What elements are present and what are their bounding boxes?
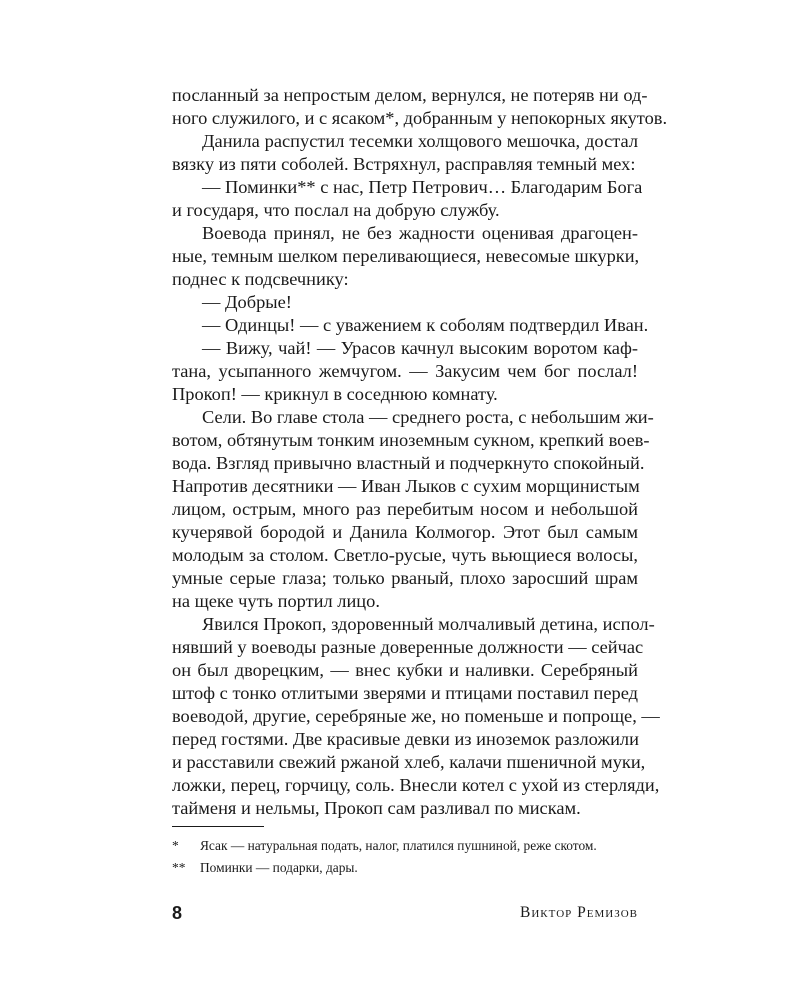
text-line: — Добрые!	[202, 292, 292, 312]
text-line: тайменя и нельмы, Прокоп сам разливал по мискам.	[172, 798, 581, 818]
text-line: и государя, что послал на добрую службу.	[172, 200, 500, 220]
text-line: на щеке чуть портил лицо.	[172, 591, 380, 611]
text-line: он был дворецким, — внес кубки и наливки. Серебряный	[172, 660, 638, 680]
text-line: и расставили свежий ржаной хлеб, калачи пшеничной муки,	[172, 752, 646, 772]
text-line: ложки, перец, горчицу, соль. Внесли котел с ухой из стерляди,	[172, 775, 660, 795]
text-line: перед гостями. Две красивые девки из иноземок разложили	[172, 729, 639, 749]
text-line: Данила распустил тесемки холщового мешочка, достал	[202, 131, 638, 151]
text-line: тана, усыпанного жемчугом. — Закусим чем бог послал!	[172, 361, 638, 381]
text-line: — Вижу, чай! — Урасов качнул высоким воротом каф-	[202, 338, 638, 358]
text-line: ные, темным шелком переливающиеся, невесомые шкурки,	[172, 246, 640, 266]
footnote-text: Ясак — натуральная подать, налог, платился пушниной, реже скотом.	[200, 838, 597, 853]
text-line: ного служилого, и с ясаком*, добранным у непокорных якутов.	[172, 108, 668, 128]
text-line: поднес к подсвечнику:	[172, 269, 349, 289]
running-head: Виктор Ремизов	[520, 904, 638, 921]
footnotes	[172, 836, 642, 880]
text-line: Прокоп! — крикнул в соседнюю комнату.	[172, 384, 498, 404]
text-line: Напротив десятники — Иван Лыков с сухим морщинистым	[172, 476, 640, 496]
text-line: кучерявой бородой и Данила Колмогор. Этот был самым	[172, 522, 638, 542]
text-line: — Поминки** с нас, Петр Петрович… Благодарим Бога	[202, 177, 643, 197]
footnote	[172, 836, 642, 858]
main-text	[172, 84, 668, 820]
text-line: воеводой, другие, серебряные же, но поменьше и попроще, —	[172, 706, 660, 726]
footnote-mark: *	[172, 838, 179, 853]
text-line: Сели. Во главе стола — среднего роста, с небольшим жи-	[202, 407, 654, 427]
footnote-text: Поминки — подарки, дары.	[200, 860, 358, 875]
text-line: умные серые глаза; только рваный, плохо заросший шрам	[172, 568, 638, 588]
text-line: — Одинцы! — с уважением к соболям подтвердил Иван.	[202, 315, 649, 335]
footnote-mark: **	[172, 860, 186, 875]
text-line: молодым за столом. Светло-русые, чуть вьющиеся волосы,	[172, 545, 638, 565]
text-line: Воевода принял, не без жадности оценивая драгоцен-	[202, 223, 638, 243]
text-line: вязку из пяти соболей. Встряхнул, расправляя темный мех:	[172, 154, 636, 174]
text-line: Явился Прокоп, здоровенный молчаливый детина, испол-	[202, 614, 655, 634]
page-number: 8	[172, 903, 183, 923]
footnote-divider	[172, 826, 264, 827]
text-line: нявший у воеводы разные доверенные должности — сейчас	[172, 637, 644, 657]
page-footer	[172, 900, 638, 926]
text-line: вотом, обтянутым тонким иноземным сукном, крепкий воев-	[172, 430, 650, 450]
footnote	[172, 858, 642, 880]
text-line: вода. Взгляд привычно властный и подчеркнуто спокойный.	[172, 453, 645, 473]
text-line: штоф с тонко отлитыми зверями и птицами поставил перед	[172, 683, 638, 703]
text-line: лицом, острым, много раз перебитым носом и небольшой	[172, 499, 638, 519]
text-line: посланный за непростым делом, вернулся, не потеряв ни од-	[172, 85, 648, 105]
